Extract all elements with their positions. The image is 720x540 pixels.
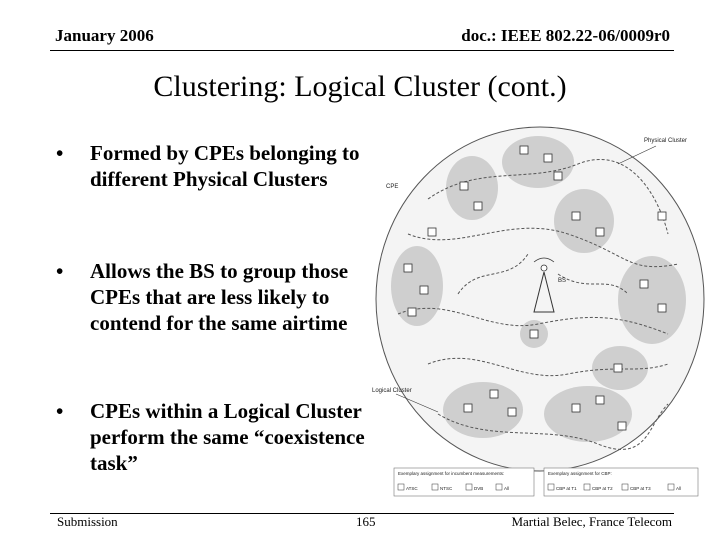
legend-dvb-icon (466, 484, 472, 490)
legend-cbp-all-icon (668, 484, 674, 490)
legend-all-icon (496, 484, 502, 490)
cpe-node-icon (658, 304, 666, 312)
cpe-node-icon (508, 408, 516, 416)
cpe-node-icon (428, 228, 436, 236)
legend-cbp2-icon (584, 484, 590, 490)
bullet-item (56, 258, 366, 336)
physical-cluster-blob (502, 136, 574, 188)
slide-title: Clustering: Logical Cluster (cont.) (153, 70, 567, 103)
cpe-node-icon (614, 364, 622, 372)
bullet-text: CPEs within a Logical Cluster perform the same “coexistence task” (90, 399, 365, 475)
cpe-node-icon (530, 330, 538, 338)
cpe-node-icon (520, 146, 528, 154)
legend-left-item: ATSC (406, 486, 418, 491)
legend-cbp1-icon (548, 484, 554, 490)
header-divider (50, 50, 674, 51)
cpe-node-icon (460, 182, 468, 190)
cpe-node-icon (572, 404, 580, 412)
cpe-node-icon (572, 212, 580, 220)
cpe-node-icon (596, 228, 604, 236)
cpe-node-icon (554, 172, 562, 180)
legend-atsc-icon (398, 484, 404, 490)
physical-cluster-blob (544, 386, 632, 442)
header-date: January 2006 (55, 26, 154, 45)
legend-left-item: DVB (474, 486, 484, 491)
bullet-point-icon: • (56, 399, 64, 423)
bullet-point-icon: • (56, 141, 64, 165)
legend-right-title: Exemplary assignment for CBP: (548, 471, 612, 476)
physical-cluster-blob (554, 189, 614, 253)
legend-left-item: All (504, 486, 510, 491)
legend-right-item: CBP at T1 (556, 486, 577, 491)
cpe-node-icon (658, 212, 666, 220)
cpe-node-icon (464, 404, 472, 412)
legend-right-item: CBP at T3 (630, 486, 651, 491)
cpe-node-icon (408, 308, 416, 316)
cpe-node-icon (474, 202, 482, 210)
legend-left-title: Exemplary assignment for incumbent measurements: (398, 471, 505, 476)
cpe-label: CPE (386, 184, 399, 190)
legend-cbp3-icon (622, 484, 628, 490)
cpe-node-icon (640, 280, 648, 288)
cpe-node-icon (420, 286, 428, 294)
cpe-node-icon (618, 422, 626, 430)
bullet-item (56, 398, 366, 476)
cpe-node-icon (404, 264, 412, 272)
physical-cluster-label: Physical Cluster (644, 138, 688, 144)
logical-cluster-label: Logical Cluster (372, 388, 412, 394)
legend-ntsc-icon (432, 484, 438, 490)
physical-cluster-blob (618, 256, 686, 344)
header-doc-id: doc.: IEEE 802.22-06/0009r0 (461, 26, 670, 45)
cpe-node-icon (490, 390, 498, 398)
figure-legend (394, 468, 698, 496)
logical-cluster-diagram (368, 124, 708, 500)
bullet-text: Allows the BS to group those CPEs that are less likely to contend for the same airtime (90, 259, 349, 335)
cpe-node-icon (544, 154, 552, 162)
cpe-node-icon (596, 396, 604, 404)
legend-left-item: NTSC (440, 486, 453, 491)
bullet-item (56, 140, 366, 192)
footer-submission: Submission (57, 514, 118, 529)
physical-cluster-blob (446, 156, 498, 220)
legend-right-item: All (676, 486, 682, 491)
footer-page-number: 165 (356, 514, 376, 529)
bullet-point-icon: • (56, 259, 64, 283)
footer-author: Martial Belec, France Telecom (511, 514, 672, 529)
legend-right-item: CBP at T2 (592, 486, 613, 491)
bs-label: BS (558, 278, 567, 284)
bullet-text: Formed by CPEs belonging to different Physical Clusters (90, 141, 360, 191)
